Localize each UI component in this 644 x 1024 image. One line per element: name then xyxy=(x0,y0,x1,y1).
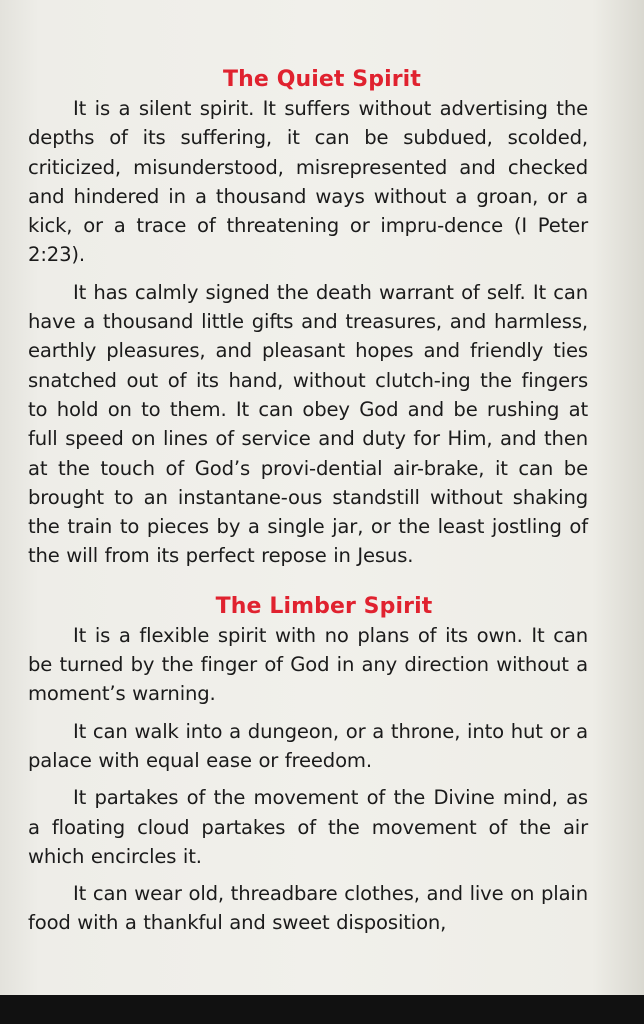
paragraph: It is a silent spirit. It suffers without advertising the depths of its suffering, it can be subdued, scolded, criticized, misunderstood, misrepresented and checked and hindered in a thousand ways without a groan, or a kick, or a trace of threatening or impru-dence (I Peter 2:23). xyxy=(28,97,588,267)
page-content xyxy=(28,66,588,946)
section-heading-limber-spirit: The Limber Spirit xyxy=(215,593,433,619)
paragraph: It is a flexible spirit with no plans of its own. It can be turned by the finger of God in any direction without a moment’s warning. xyxy=(28,623,588,706)
paragraph: It can walk into a dungeon, or a throne, into hut or a palace with equal ease or freedom. xyxy=(28,719,588,772)
paragraph: It has calmly signed the death warrant of self. It can have a thousand little gifts and treasures, and harmless, earthly pleasures, and pleasant hopes and friendly ties snatched out of its hand, without clutch-ing the fingers to hold on to them. It can obey God and be rushing at full speed on lines of service and duty for Him, and then at the touch of God’s provi-dential air-brake, it can be brought to an instantane-ous standstill without shaking the train to pieces by a single jar, or the least jostling of the will from its perfect repose in Jesus. xyxy=(28,280,588,568)
page-bottom-edge xyxy=(0,995,644,1024)
paragraph: It can wear old, threadbare clothes, and live on plain food with a thankful and sweet disposition, xyxy=(28,882,588,935)
paragraph: It partakes of the movement of the Divine mind, as a floating cloud partakes of the movement of the air which encircles it. xyxy=(28,786,588,868)
section-heading-quiet-spirit: The Quiet Spirit xyxy=(223,67,421,92)
